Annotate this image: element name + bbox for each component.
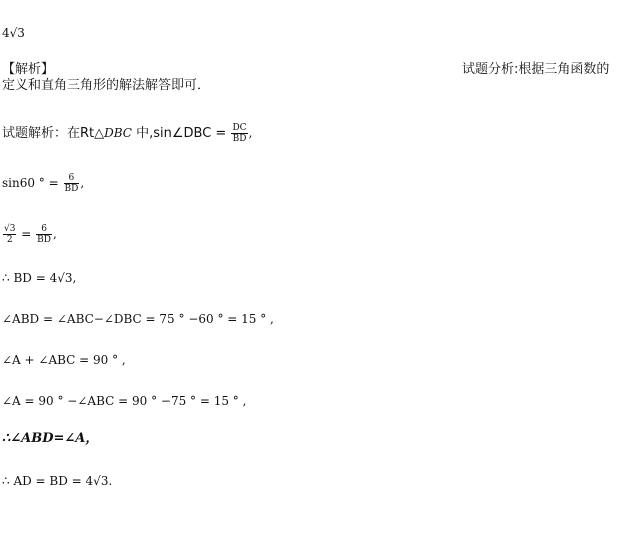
solution-line-7: ∠A = 90 ° −∠ABC = 90 ° −75 ° = 15 ° ,	[2, 394, 247, 408]
fraction-denominator: BD	[64, 184, 79, 194]
fraction-denominator: 2	[6, 235, 13, 245]
fraction-suffix: ,	[248, 126, 253, 140]
fraction-6-bd-2	[36, 224, 52, 245]
fraction-numerator: 6	[36, 224, 52, 235]
fraction-6-bd	[64, 173, 80, 194]
fraction-denominator: BD	[37, 235, 51, 245]
fraction-denominator: BD	[232, 134, 247, 144]
equals-sign: =	[17, 227, 36, 241]
analysis-header: 【解析】	[2, 62, 55, 77]
solution-triangle: DBC	[104, 126, 132, 140]
solution-line-4: ∴ BD = 4√3,	[2, 271, 77, 285]
answer-text: 4√3	[2, 26, 25, 40]
analysis-hint-continuation: 定义和直角三角形的解法解答即可．	[2, 78, 211, 93]
fraction-numerator: 6	[64, 173, 80, 184]
fraction-numerator: DC	[232, 123, 247, 133]
solution-line-3	[2, 224, 57, 245]
fraction-sqrt3-2	[3, 224, 16, 245]
fraction-suffix: ,	[80, 176, 85, 190]
solution-line-5: ∠ABD = ∠ABC−∠DBC = 75 ° −60 ° = 15 ° ,	[2, 312, 274, 326]
solution-line-2	[2, 173, 84, 194]
fraction-dc-bd	[231, 123, 247, 144]
sin60-expression: sin60 ° =	[2, 176, 63, 190]
solution-line-6: ∠A + ∠ABC = 90 ° ,	[2, 353, 126, 367]
fraction-numerator: √3	[4, 224, 16, 234]
solution-line-1	[2, 123, 252, 144]
analysis-hint: 试题分析:根据三角函数的	[462, 62, 610, 77]
solution-mid: 中,sin∠DBC =	[131, 126, 231, 141]
solution-line-8: ∴∠ABD=∠A，	[2, 431, 99, 446]
solution-line-9: ∴ AD = BD = 4√3.	[2, 474, 113, 488]
fraction-suffix: ,	[53, 227, 57, 241]
solution-label: 试题解析：在Rt△	[2, 126, 105, 141]
